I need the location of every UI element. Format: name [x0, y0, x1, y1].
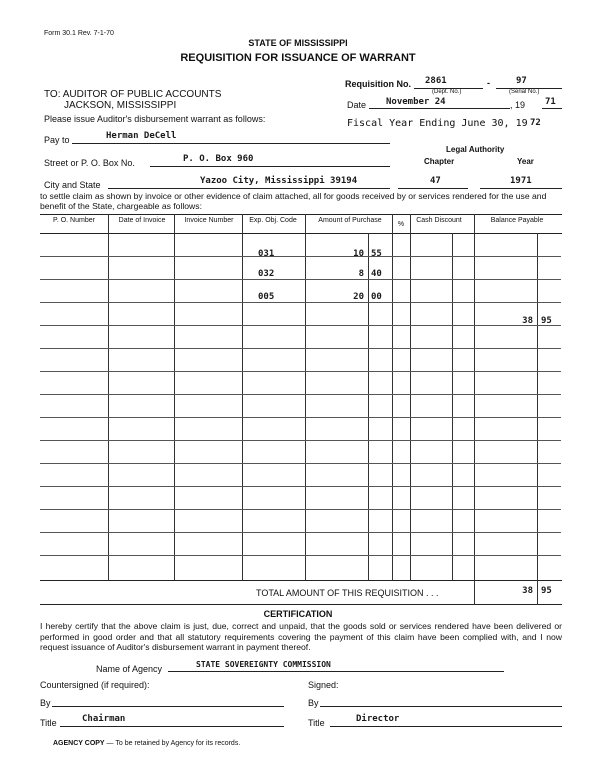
signed-label: Signed: [308, 680, 339, 690]
date-line [369, 108, 510, 109]
city-label: City and State [44, 180, 101, 190]
to-location: JACKSON, MISSISSIPPI [64, 100, 177, 111]
by-right-label: By [308, 698, 319, 708]
street-line [150, 166, 390, 167]
year-line [480, 188, 562, 189]
city-line [108, 188, 390, 189]
total-label: TOTAL AMOUNT OF THIS REQUISITION . . . [256, 588, 439, 598]
total-dollars: 38 [522, 586, 533, 596]
header-invoice-number: Invoice Number [184, 217, 234, 224]
fiscal-year-label: Fiscal Year Ending June 30, 19 [347, 118, 528, 129]
row-1-dollars: 10 [353, 249, 364, 259]
city-value: Yazoo City, Mississippi 39194 [200, 176, 358, 186]
title-right-line [330, 726, 562, 727]
serial-caption: (Serial No.) [509, 89, 540, 95]
title-right-label: Title [308, 718, 325, 728]
date-year-prefix: , 19 [510, 100, 526, 110]
dept-no-value: 2861 [425, 76, 447, 86]
title-left-line [60, 726, 284, 727]
row-2-code: 032 [258, 269, 275, 279]
header-cash-discount: Cash Discount [416, 217, 462, 224]
agency-line [168, 671, 504, 672]
table-header-border [40, 233, 562, 234]
row-line [40, 279, 561, 280]
col-divider-discount [452, 233, 453, 580]
header-amount-of-purchase: Amount of Purchase [318, 217, 382, 224]
col-divider-4 [305, 214, 306, 580]
footer-bold: AGENCY COPY [53, 740, 105, 747]
col-divider-1 [108, 214, 109, 580]
header-exp-obj-code: Exp. Obj. Code [249, 217, 297, 224]
form-number: Form 30.1 Rev. 7-1-70 [44, 30, 114, 37]
col-divider-2 [174, 214, 175, 580]
state-title: STATE OF MISSISSIPPI [248, 38, 348, 48]
row-line [40, 463, 561, 464]
footer-note [53, 740, 240, 747]
row-line [40, 417, 561, 418]
row-3-cents: 00 [371, 292, 382, 302]
title-left-value: Chairman [82, 714, 126, 724]
chapter-line [398, 188, 468, 189]
title-right-value: Director [356, 714, 400, 724]
requisition-dash: - [487, 78, 490, 88]
row-line [40, 302, 561, 303]
row-line [40, 394, 561, 395]
fiscal-year-value: 72 [530, 118, 541, 128]
row-line [40, 486, 561, 487]
col-divider-cents [368, 233, 369, 580]
total-bottom-border [40, 604, 562, 605]
row-line [40, 532, 561, 533]
col-divider-7 [474, 214, 475, 605]
row-3-dollars: 20 [353, 292, 364, 302]
by-right-line [320, 706, 562, 707]
chapter-value: 47 [430, 176, 441, 186]
to-auditor: TO: AUDITOR OF PUBLIC ACCOUNTS [44, 89, 222, 100]
header-po-number: P. O. Number [53, 217, 95, 224]
header-date-of-invoice: Date of Invoice [118, 217, 166, 224]
countersigned-label: Countersigned (if required): [40, 680, 150, 690]
col-divider-balance-cents [537, 233, 538, 605]
requisition-label: Requisition No. [345, 79, 411, 89]
table-bottom-border [40, 580, 562, 581]
balance-cents: 95 [541, 316, 552, 326]
col-divider-5 [392, 214, 393, 580]
legal-authority-heading: Legal Authority [446, 145, 505, 154]
total-cents: 95 [541, 586, 552, 596]
balance-dollars: 38 [522, 316, 533, 326]
date-value: November 24 [386, 97, 446, 107]
row-3-code: 005 [258, 292, 275, 302]
row-line [40, 555, 561, 556]
date-label: Date [347, 100, 367, 110]
row-1-code: 031 [258, 249, 275, 259]
please-issue: Please issue Auditor's disbursement warrant as follows: [44, 114, 266, 124]
title-left-label: Title [40, 718, 57, 728]
by-left-label: By [40, 698, 51, 708]
date-year-line [542, 108, 562, 109]
row-line [40, 325, 561, 326]
dept-caption: (Dept. No.) [432, 89, 462, 95]
col-divider-6 [410, 214, 411, 580]
row-line [40, 371, 561, 372]
footer-rest: — To be retained by Agency for its records. [104, 740, 241, 747]
row-1-cents: 55 [371, 249, 382, 259]
pay-to-value: Herman DeCell [106, 131, 177, 141]
row-2-dollars: 8 [358, 269, 364, 279]
agency-value: STATE SOVEREIGNTY COMMISSION [196, 660, 331, 669]
header-percent: % [397, 221, 405, 228]
street-value: P. O. Box 960 [183, 154, 254, 164]
agency-label: Name of Agency [96, 664, 163, 674]
street-label: Street or P. O. Box No. [44, 158, 135, 168]
row-line [40, 509, 561, 510]
pay-to-line [72, 143, 390, 144]
col-divider-3 [242, 214, 243, 580]
date-year: 71 [545, 97, 556, 107]
row-line [40, 348, 561, 349]
certification-heading: CERTIFICATION [263, 609, 333, 619]
year-value: 1971 [510, 176, 532, 186]
row-line [40, 440, 561, 441]
chapter-label: Chapter [424, 157, 455, 166]
row-2-cents: 40 [371, 269, 382, 279]
row-line [40, 256, 561, 257]
certification-text: I hereby certify that the above claim is just, due, correct and unpaid, that the goods sold or services rendered have been delivered or performed in good order and that all statutory requirements covering the payment of this claim have been complied with, and I now request issuance of Auditor's disbursement warrant in payment thereof. [40, 621, 562, 652]
settle-text: to settle claim as shown by invoice or other evidence of claim attached, all for goods received by or services rendered for the use and benefit of the State, chargeable as follows: [40, 191, 547, 211]
serial-no-value: 97 [516, 76, 527, 86]
pay-to-label: Pay to [44, 135, 70, 145]
year-label: Year [517, 157, 534, 166]
header-balance-payable: Balance Payable [490, 217, 544, 224]
table-top-border [40, 214, 562, 215]
by-left-line [52, 706, 284, 707]
form-title: REQUISITION FOR ISSUANCE OF WARRANT [180, 52, 416, 64]
